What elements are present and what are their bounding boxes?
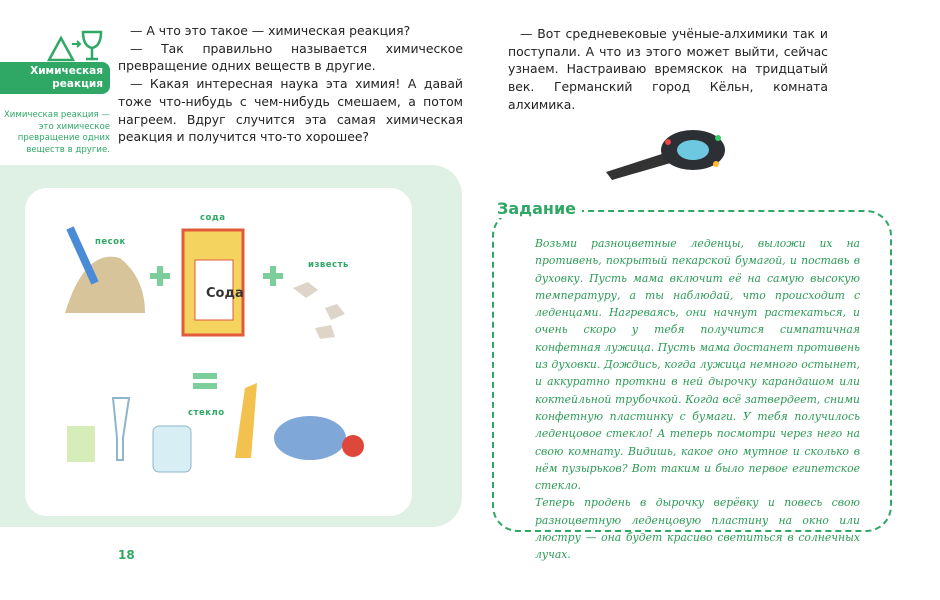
time-device-image <box>598 122 738 182</box>
label-soda: сода <box>200 213 226 223</box>
label-sand: песок <box>95 237 126 247</box>
task-text <box>535 235 860 564</box>
dialogue-text <box>118 22 463 146</box>
alchemist-paragraph: — Вот средневековые учёные-алхимики так и поступали. А что из этого может выйти, сейчас узнаем. Настраиваю времяскок на тридцатый век. Германский город Кёльн, комната алхимика. <box>508 26 828 112</box>
reaction-icon <box>45 28 107 62</box>
dialogue-line: — Так правильно называется химическое превращение одних веществ в другие. <box>118 40 463 74</box>
soda-box-label: Сода <box>206 286 244 301</box>
alchemist-text <box>508 25 828 114</box>
task-paragraph: Теперь продень в дырочку верёвку и повесь свою разноцветную леденцовую пластину на окно или люстру — она будет красиво светиться в солнечных лучах. <box>535 496 860 562</box>
task-paragraph: Возьми разноцветные леденцы, выложи их на противень, покрытый пекарской бумагой, и поставь в духовку. Пусть мама включит её на самую высокую температуру, а ты наблюдай, что происходит с леденцами. Нагреваясь, они начнут растекаться, и очень скоро у тебя получится симпатичная конфетная лужица. Пусть мама достанет противень из духовки. Дождись, когда лужица немного остынет, и аккуратно проткни в ней дырочку карандашом или коктейльной трубочкой. Когда всё затвердеет, сними конфетную пластинку с бумаги. У тебя получилось леденцовое стекло! А теперь посмотри через него на свою комнату. Видишь, какое оно мутное и сколько в нём пузырьков? Вот таким и было первое египетское стекло. <box>535 237 860 493</box>
dialogue-line: — Какая интересная наука эта химия! А давай тоже что-нибудь с чем-нибудь смешаем, а потом нагреем. Вдруг случится эта самая химическая реакция и получится что-то хорошее? <box>118 76 463 145</box>
task-title: Задание <box>497 199 582 218</box>
sidebar-definition: Химическая реакция — это химическое превращение одних веществ в другие. <box>3 110 110 155</box>
label-glass: стекло <box>188 408 225 418</box>
glass-recipe-illustration <box>25 188 412 516</box>
label-lime: известь <box>308 260 349 270</box>
sidebar-tag: Химическая реакция <box>0 62 110 94</box>
page-number: 18 <box>118 548 135 562</box>
dialogue-line: — А что это такое — химическая реакция? <box>130 23 411 38</box>
